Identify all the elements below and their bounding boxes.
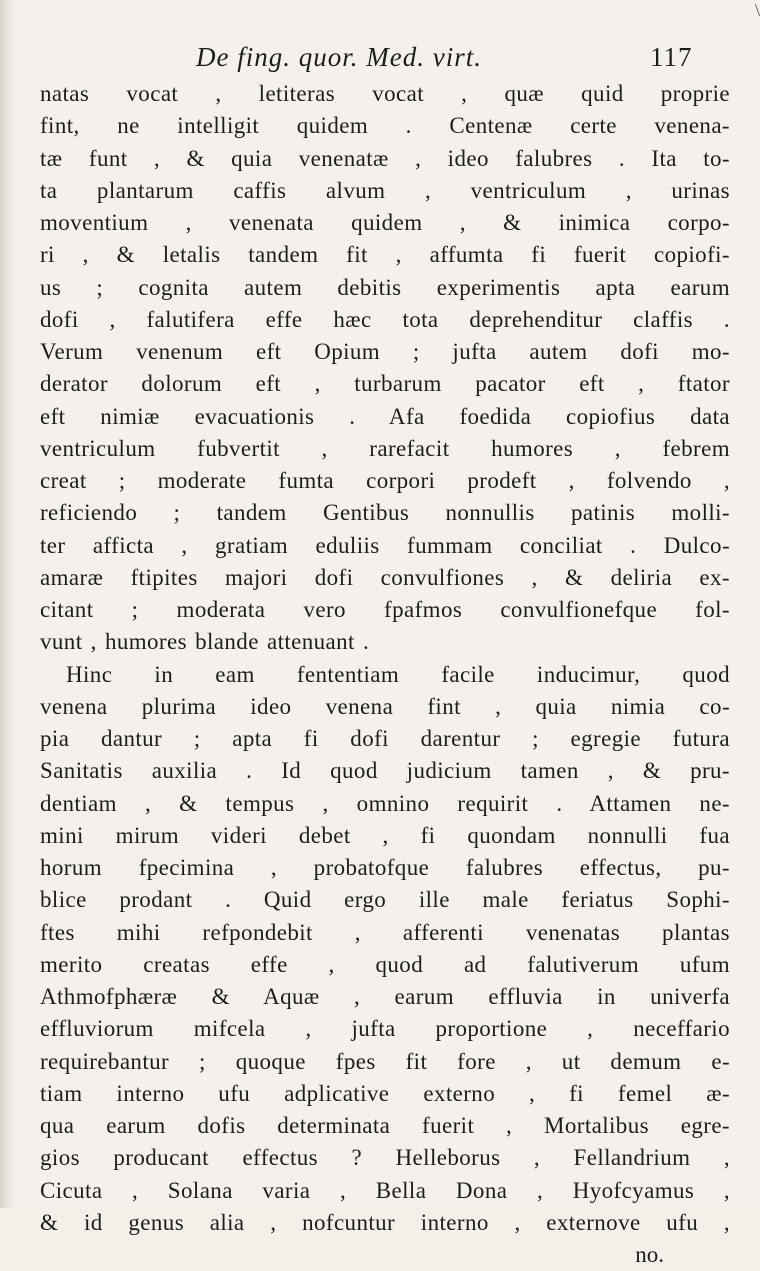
edge-mark: \ [755,0,760,20]
catchword: no. [635,1242,664,1267]
text-line: us ; cognita autem debitis experimentis apta earum [40,274,730,300]
text-line: & id genus alia , nofcuntur interno , externove ufu , [40,1209,730,1235]
body-text [40,78,730,1271]
text-line: reficiendo ; tandem Gentibus nonnullis patinis molli- [40,500,730,526]
text-line: qua earum dofis determinata fuerit , Mortalibus egre- [40,1113,730,1138]
running-head: De fing. quor. Med. virt. [196,42,482,72]
text-line: venena plurima ideo venena fint , quia nimia co- [40,693,730,719]
text-line: Cicuta , Solana varia , Bella Dona , Hyofcyamus , [40,1177,730,1203]
text-line: ta plantarum caffis alvum , ventriculum , urinas [40,177,730,203]
text-line: fint, ne intelligit quidem . Centenæ certe venena- [40,113,730,139]
text-line: ftes mihi refpondebit , afferenti venenatas plantas [40,919,730,945]
gutter-shadow [0,0,14,1208]
text-line: dofi , falutifera effe hæc tota deprehenditur claffis . [40,306,730,332]
text-line: requirebantur ; quoque fpes fit fore , ut demum e- [40,1048,730,1074]
text-line: merito creatas effe , quod ad falutiverum ufum [40,951,730,977]
paragraph-end-line: vunt , humores blande attenuant . [40,629,370,655]
text-line: horum fpecimina , probatofque falubres effectus, pu- [40,855,730,880]
text-line: blice prodant . Quid ergo ille male feriatus Sophi- [40,887,730,913]
text-line: Athmofphæræ & Aquæ , earum effluvia in univerfa [40,984,730,1009]
text-line: ter afficta , gratiam eduliis fummam conciliat . Dulco- [40,532,730,558]
text-line: ventriculum fubvertit , rarefacit humores , febrem [40,435,730,461]
page-number: 117 [650,42,693,72]
paragraph-start-line: Hinc in eam fententiam facile inducimur, quod [66,661,730,687]
text-line: eft nimiæ evacuationis . Afa foedida copiofius data [40,403,730,429]
text-line: dentiam , & tempus , omnino requirit . Attamen ne- [40,790,730,816]
text-line: Sanitatis auxilia . Id quod judicium tamen , & pru- [40,758,730,784]
text-line: ri , & letalis tandem fit , affumta fi fuerit copiofi- [40,242,730,268]
text-line: creat ; moderate fumta corpori prodeft , folvendo , [40,468,730,493]
text-line: mini mirum videri debet , fi quondam nonnulli fua [40,822,730,848]
text-line: citant ; moderata vero fpafmos convulfionefque fol- [40,597,730,622]
text-line: derator dolorum eft , turbarum pacator eft , ftator [40,371,730,397]
text-line: pia dantur ; apta fi dofi darentur ; egregie futura [40,726,730,751]
page-header [0,42,760,78]
text-line: tiam interno ufu adplicative externo , fi femel æ- [40,1080,730,1106]
text-line: effluviorum mifcela , jufta proportione , neceffario [40,1016,730,1042]
text-line: natas vocat , letiteras vocat , quæ quid proprie [40,81,730,106]
text-line: gios producant effectus ? Helleborus , Fellandrium , [40,1145,730,1171]
text-line: tæ funt , & quia venenatæ , ideo falubres . Ita to- [40,145,730,171]
text-line: moventium , venenata quidem , & inimica corpo- [40,210,730,235]
text-line: amaræ ftipites majori dofi convulfiones , & deliria ex- [40,564,730,590]
text-line: Verum venenum eft Opium ; jufta autem dofi mo- [40,339,730,364]
